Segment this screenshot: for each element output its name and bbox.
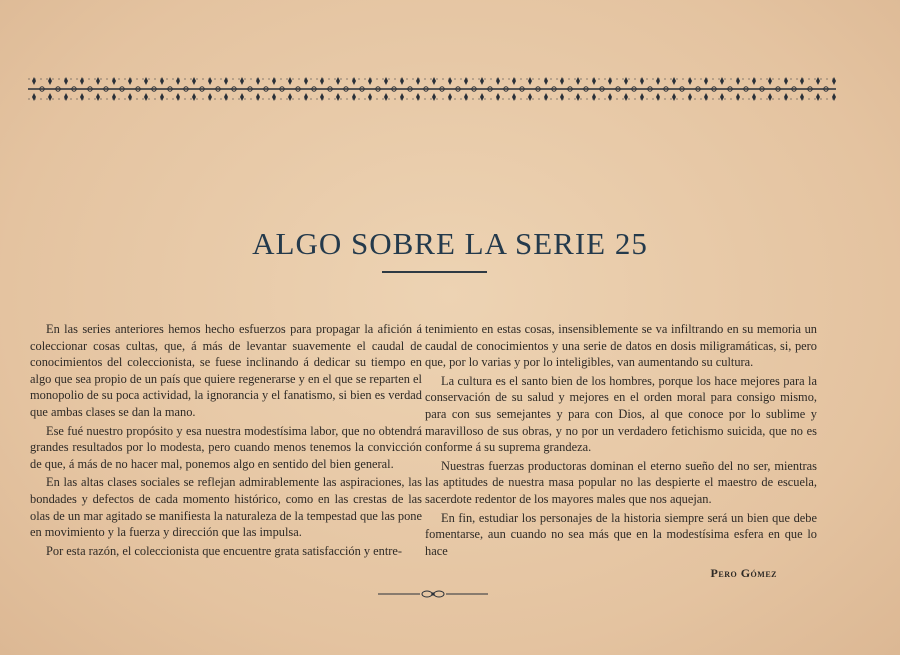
paragraph: Por esta razón, el coleccionista que encuentre grata satisfacción y entre-	[46, 543, 403, 558]
author-signature: Pero Gómez	[710, 566, 777, 581]
title-underline	[382, 271, 487, 273]
decorative-border-ornament	[28, 74, 836, 104]
paragraph: Nuestras fuerzas productoras dominan el eterno sueño del no ser, mientras las aptitudes de nuestra masa popular no las despierte el maestro de escuela, sacerdote redentor de los mayores males que nos aquejan.	[425, 458, 817, 506]
paragraph: Ese fué nuestro propósito y esa nuestra modestísima labor, que no obtendrá grandes resultados por lo modesta, pero cuando menos tenemos la convicción de que, á más de no hacer mal, ponemos algo en sentido del bien general.	[30, 423, 422, 471]
decorative-footer-ornament	[378, 588, 488, 600]
page-title: ALGO SOBRE LA SERIE 25	[252, 226, 648, 261]
paragraph: En las altas clases sociales se reflejan admirablemente las aspiraciones, las bondades y defectos de cada momento histórico, como en las crestas de las olas de un mar agitado se manifiesta la naturaleza de la tempestad que las pone en movimiento y la fuerza y dirección que las impulsa.	[30, 475, 422, 540]
left-column	[30, 321, 422, 561]
paragraph-continuation: tenimiento en estas cosas, insensiblemente se va infiltrando en su memoria un caudal de conocimientos y una serie de datos en dosis miligramáticas, si, pero que, por lo varias y por lo inteligibles, van aumentando su cultura.	[425, 322, 817, 370]
paragraph: En las series anteriores hemos hecho esfuerzos para propagar la afición á coleccionar cosas cultas, que, á más de levantar suavemente el caudal de conocimientos del coleccionista, se fuese inclinando á dedicar su tiempo en algo que sea propio de un país que quiere regenerarse y en el que se reparten el monopolio de su poca actividad, la ignorancia y el fanatismo, si bien es verdad que ambas clases se dan la mano.	[30, 322, 422, 419]
paragraph: La cultura es el santo bien de los hombres, porque los hace mejores para la conservación de su salud y mejores en el orden moral para consigo mismo, para con sus semejantes y para con Dios, al que conoce por lo sublime y maravilloso de sus obras, y no por un verdadero fetichismo suicida, que no es conforme á su suprema grandeza.	[425, 373, 817, 455]
right-column	[425, 321, 817, 582]
paragraph: En fin, estudiar los personajes de la historia siempre será un bien que debe fomentarse, aun cuando no sea más que en la modestísima esfera en que lo hace	[425, 510, 817, 558]
